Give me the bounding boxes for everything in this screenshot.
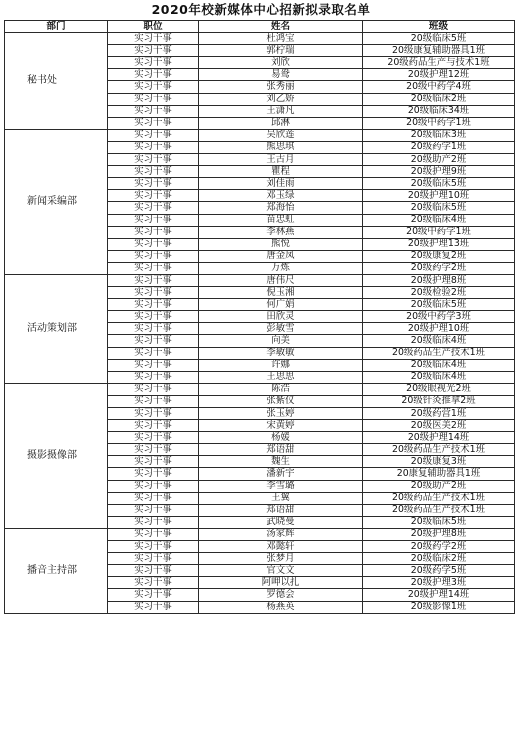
class-cell: 20级眼视光2班 [363, 383, 515, 395]
name-cell: 杨媛 [199, 432, 363, 444]
position-cell: 实习干事 [108, 45, 199, 57]
name-cell: 熊思琪 [199, 141, 363, 153]
name-cell: 郑语甜 [199, 504, 363, 516]
position-cell: 实习干事 [108, 480, 199, 492]
position-cell: 实习干事 [108, 250, 199, 262]
class-cell: 20级临床5班 [363, 202, 515, 214]
class-cell: 20级康复2班 [363, 250, 515, 262]
name-cell: 王思思 [199, 371, 363, 383]
name-cell: 武晓曼 [199, 516, 363, 528]
header-dept: 部门 [5, 21, 108, 33]
name-cell: 郭柠瑞 [199, 45, 363, 57]
name-cell: 刘佳雨 [199, 178, 363, 190]
class-cell: 20级护理14班 [363, 432, 515, 444]
name-cell: 王古月 [199, 154, 363, 166]
position-cell: 实习干事 [108, 154, 199, 166]
name-cell: 郑语甜 [199, 444, 363, 456]
department-cell: 播音主持部 [5, 528, 108, 613]
class-cell: 20级中药学1班 [363, 117, 515, 129]
position-cell: 实习干事 [108, 601, 199, 613]
name-cell: 邓玉绿 [199, 190, 363, 202]
class-cell: 20级护理13班 [363, 238, 515, 250]
class-cell: 20级临床2班 [363, 93, 515, 105]
table-row [5, 383, 515, 395]
class-cell: 20级药学1班 [363, 141, 515, 153]
position-cell: 实习干事 [108, 408, 199, 420]
name-cell: 李林燕 [199, 226, 363, 238]
class-cell: 20级药学2班 [363, 262, 515, 274]
class-cell: 20级药学2班 [363, 541, 515, 553]
name-cell: 李雪璐 [199, 480, 363, 492]
class-cell: 20级药品生产技术1班 [363, 504, 515, 516]
name-cell: 张紫仪 [199, 395, 363, 407]
class-cell: 20级针灸推拿2班 [363, 395, 515, 407]
position-cell: 实习干事 [108, 166, 199, 178]
position-cell: 实习干事 [108, 190, 199, 202]
roster-sheet [4, 0, 518, 614]
class-cell: 20级助产2班 [363, 480, 515, 492]
name-cell: 倪玉湘 [199, 287, 363, 299]
class-cell: 20级检验2班 [363, 287, 515, 299]
position-cell: 实习干事 [108, 226, 199, 238]
position-cell: 实习干事 [108, 468, 199, 480]
table-row [5, 274, 515, 286]
class-cell: 20级中药学1班 [363, 226, 515, 238]
name-cell: 邱淋 [199, 117, 363, 129]
position-cell: 实习干事 [108, 178, 199, 190]
name-cell: 潘新宇 [199, 468, 363, 480]
class-cell: 20级临床5班 [363, 516, 515, 528]
position-cell: 实习干事 [108, 359, 199, 371]
header-class: 班级 [363, 21, 515, 33]
class-cell: 20级助产2班 [363, 154, 515, 166]
position-cell: 实习干事 [108, 577, 199, 589]
position-cell: 实习干事 [108, 383, 199, 395]
roster-table [4, 20, 515, 614]
header-position: 职位 [108, 21, 199, 33]
name-cell: 汤家辉 [199, 528, 363, 540]
position-cell: 实习干事 [108, 141, 199, 153]
position-cell: 实习干事 [108, 262, 199, 274]
position-cell: 实习干事 [108, 311, 199, 323]
name-cell: 向美 [199, 335, 363, 347]
name-cell: 唐金凤 [199, 250, 363, 262]
table-row [5, 528, 515, 540]
class-cell: 20级临床3班 [363, 129, 515, 141]
position-cell: 实习干事 [108, 395, 199, 407]
name-cell: 万炼 [199, 262, 363, 274]
name-cell: 许娜 [199, 359, 363, 371]
position-cell: 实习干事 [108, 323, 199, 335]
position-cell: 实习干事 [108, 202, 199, 214]
class-cell: 20级临床5班 [363, 33, 515, 45]
name-cell: 吴欣莲 [199, 129, 363, 141]
name-cell: 张秀丽 [199, 81, 363, 93]
position-cell: 实习干事 [108, 69, 199, 81]
sheet-title: 2020年校新媒体中心招新拟录取名单 [151, 2, 371, 17]
class-cell: 20级临床2班 [363, 553, 515, 565]
position-cell: 实习干事 [108, 371, 199, 383]
position-cell: 实习干事 [108, 444, 199, 456]
position-cell: 实习干事 [108, 57, 199, 69]
name-cell: 刘乙娇 [199, 93, 363, 105]
name-cell: 熊悦 [199, 238, 363, 250]
class-cell: 20级临床5班 [363, 178, 515, 190]
class-cell: 20级护理10班 [363, 323, 515, 335]
position-cell: 实习干事 [108, 420, 199, 432]
position-cell: 实习干事 [108, 214, 199, 226]
position-cell: 实习干事 [108, 456, 199, 468]
name-cell: 郑海怡 [199, 202, 363, 214]
name-cell: 杨燕英 [199, 601, 363, 613]
name-cell: 陈浩 [199, 383, 363, 395]
class-cell: 20级护理14班 [363, 589, 515, 601]
position-cell: 实习干事 [108, 492, 199, 504]
position-cell: 实习干事 [108, 553, 199, 565]
name-cell: 罗德会 [199, 589, 363, 601]
name-cell: 苗忠虹 [199, 214, 363, 226]
name-cell: 唐伟尺 [199, 274, 363, 286]
name-cell: 何广娟 [199, 299, 363, 311]
name-cell: 田欣灵 [199, 311, 363, 323]
class-cell: 20级康复辅助器具1班 [363, 45, 515, 57]
position-cell: 实习干事 [108, 129, 199, 141]
class-cell: 20级中药学4班 [363, 81, 515, 93]
class-cell: 20康复辅助器具1班 [363, 468, 515, 480]
position-cell: 实习干事 [108, 105, 199, 117]
class-cell: 20级临床34班 [363, 105, 515, 117]
class-cell: 20级临床4班 [363, 371, 515, 383]
class-cell: 20级临床4班 [363, 359, 515, 371]
name-cell: 彭敏雪 [199, 323, 363, 335]
table-row [5, 33, 515, 45]
position-cell: 实习干事 [108, 541, 199, 553]
department-cell: 秘书处 [5, 33, 108, 130]
class-cell: 20级中药学3班 [363, 311, 515, 323]
position-cell: 实习干事 [108, 274, 199, 286]
position-cell: 实习干事 [108, 565, 199, 577]
position-cell: 实习干事 [108, 347, 199, 359]
class-cell: 20级药品生产技术1班 [363, 444, 515, 456]
class-cell: 20级药营1班 [363, 408, 515, 420]
name-cell: 邓懿轩 [199, 541, 363, 553]
name-cell: 李敏敏 [199, 347, 363, 359]
class-cell: 20级药学5班 [363, 565, 515, 577]
position-cell: 实习干事 [108, 516, 199, 528]
class-cell: 20级护理9班 [363, 166, 515, 178]
class-cell: 20级药品生产与技术1班 [363, 57, 515, 69]
class-cell: 20级护理12班 [363, 69, 515, 81]
header-row [5, 21, 515, 33]
position-cell: 实习干事 [108, 117, 199, 129]
roster-body [5, 33, 515, 614]
department-cell: 活动策划部 [5, 274, 108, 383]
position-cell: 实习干事 [108, 589, 199, 601]
class-cell: 20级医美2班 [363, 420, 515, 432]
class-cell: 20级康复3班 [363, 456, 515, 468]
department-cell: 摄影摄像部 [5, 383, 108, 528]
class-cell: 20级护理10班 [363, 190, 515, 202]
position-cell: 实习干事 [108, 299, 199, 311]
position-cell: 实习干事 [108, 93, 199, 105]
class-cell: 20级临床5班 [363, 299, 515, 311]
position-cell: 实习干事 [108, 81, 199, 93]
class-cell: 20级护理8班 [363, 528, 515, 540]
name-cell: 张梦月 [199, 553, 363, 565]
position-cell: 实习干事 [108, 432, 199, 444]
position-cell: 实习干事 [108, 504, 199, 516]
name-cell: 宋黄婷 [199, 420, 363, 432]
position-cell: 实习干事 [108, 238, 199, 250]
name-cell: 魏生 [199, 456, 363, 468]
table-row [5, 129, 515, 141]
name-cell: 官文文 [199, 565, 363, 577]
name-cell: 瞿程 [199, 166, 363, 178]
class-cell: 20级影像1班 [363, 601, 515, 613]
position-cell: 实习干事 [108, 528, 199, 540]
name-cell: 张玉婷 [199, 408, 363, 420]
position-cell: 实习干事 [108, 335, 199, 347]
class-cell: 20级药品生产技术1班 [363, 347, 515, 359]
header-name: 姓名 [199, 21, 363, 33]
name-cell: 刘欣 [199, 57, 363, 69]
class-cell: 20级护理8班 [363, 274, 515, 286]
class-cell: 20级护理3班 [363, 577, 515, 589]
position-cell: 实习干事 [108, 287, 199, 299]
class-cell: 20级临床4班 [363, 214, 515, 226]
name-cell: 杜鸿宝 [199, 33, 363, 45]
name-cell: 王潇凡 [199, 105, 363, 117]
class-cell: 20级药品生产技术1班 [363, 492, 515, 504]
name-cell: 易鸯 [199, 69, 363, 81]
class-cell: 20级临床4班 [363, 335, 515, 347]
name-cell: 王翼 [199, 492, 363, 504]
position-cell: 实习干事 [108, 33, 199, 45]
department-cell: 新闻采编部 [5, 129, 108, 274]
name-cell: 阿呷以扎 [199, 577, 363, 589]
